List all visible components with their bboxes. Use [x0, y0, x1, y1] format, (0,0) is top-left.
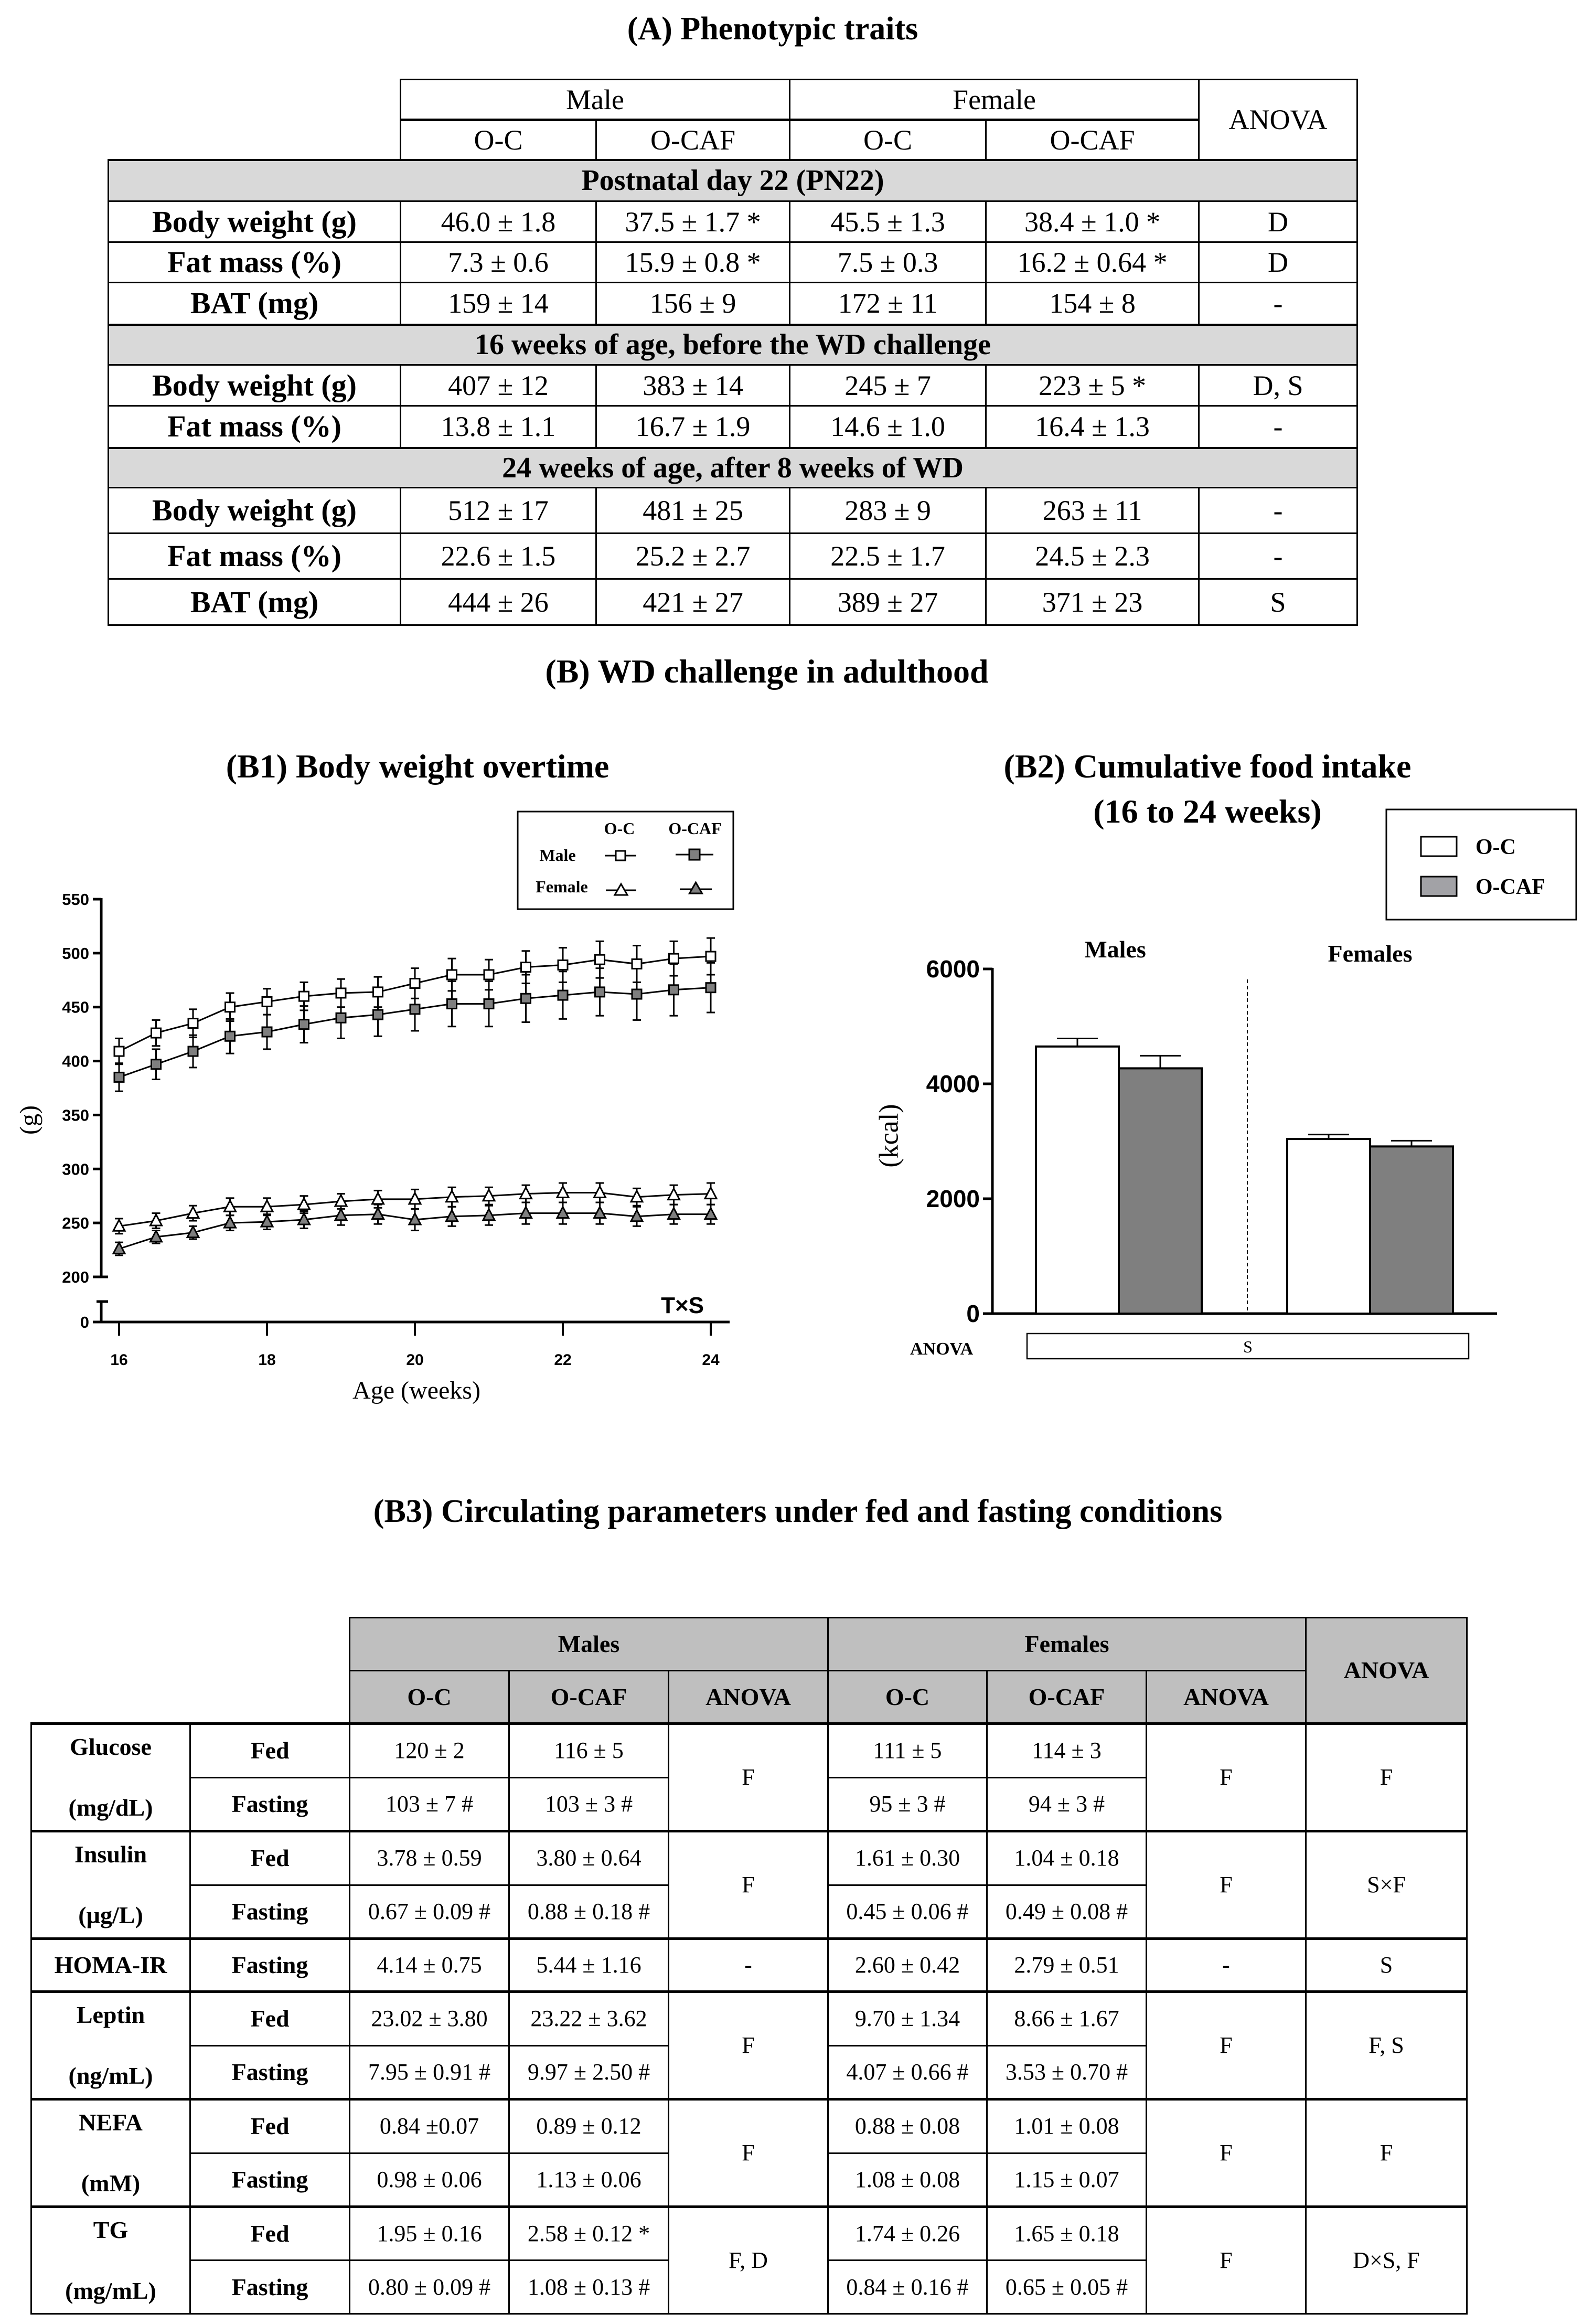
subheader-female-ocaf: O-CAF	[986, 120, 1199, 160]
square-marker-icon	[188, 1019, 198, 1028]
x-tick-label: 18	[258, 1351, 276, 1369]
square-marker-icon	[114, 1072, 124, 1082]
section-band	[109, 325, 1357, 365]
value-female-oc: 1.74 ± 0.26	[828, 2207, 987, 2261]
row-label: Body weight (g)	[109, 365, 401, 406]
section-title: 16 weeks of age, before the WD challenge	[109, 325, 1357, 365]
value-male-ocaf: 156 ± 9	[596, 283, 790, 325]
square-marker-icon	[632, 959, 642, 968]
condition-label: Fasting	[190, 2153, 350, 2207]
value-male-ocaf: 3.80 ± 0.64	[509, 1831, 669, 1885]
phenotypic-traits-table	[108, 79, 1358, 626]
bar	[1287, 1139, 1370, 1314]
anova-header: ANOVA	[1199, 80, 1357, 160]
value-male-oc: 0.98 ± 0.06	[350, 2153, 509, 2207]
param-name: Glucose	[70, 1733, 152, 1760]
table-row	[109, 365, 1357, 406]
value-female-ocaf: 1.65 ± 0.18	[987, 2207, 1147, 2261]
value-male-oc: 0.84 ±0.07	[350, 2099, 509, 2154]
value-male-oc: 120 ± 2	[350, 1724, 509, 1778]
triangle-marker-icon	[372, 1208, 384, 1219]
y-axis-title: (kcal)	[874, 1104, 904, 1168]
subheader-female-oc: O-C	[828, 1671, 987, 1724]
square-marker-icon	[226, 1031, 235, 1041]
panel-b-title: (B) WD challenge in adulthood	[545, 653, 989, 690]
table-row	[31, 2099, 1467, 2154]
value-male-oc: 0.67 ± 0.09 #	[350, 1885, 509, 1939]
overall-anova: F	[1306, 2099, 1467, 2207]
overall-anova: S×F	[1306, 1831, 1467, 1939]
x-tick-label: 16	[110, 1351, 128, 1369]
value-male-ocaf: 37.5 ± 1.7 *	[596, 201, 790, 242]
square-marker-icon	[114, 1047, 124, 1056]
square-marker-icon	[595, 987, 605, 997]
value-female-oc: 389 ± 27	[790, 579, 986, 625]
square-marker-icon	[558, 990, 568, 1000]
subheader-male-oc: O-C	[401, 120, 596, 160]
value-female-ocaf: 94 ± 3 #	[987, 1777, 1147, 1831]
value-female-oc: 0.88 ± 0.08	[828, 2099, 987, 2154]
female-anova: F	[1147, 1724, 1306, 1831]
value-female-oc: 1.61 ± 0.30	[828, 1831, 987, 1885]
value-male-ocaf: 2.58 ± 0.12 *	[509, 2207, 669, 2261]
square-marker-icon	[152, 1060, 161, 1069]
legend-col-oc: O-C	[604, 819, 635, 838]
value-male-ocaf: 1.13 ± 0.06	[509, 2153, 669, 2207]
group-header-females: Females	[828, 1618, 1306, 1671]
male-anova: F	[669, 1724, 828, 1831]
bar-series-o-c	[1036, 1038, 1370, 1314]
value-male-oc: 46.0 ± 1.8	[401, 201, 596, 242]
square-marker-icon	[336, 988, 346, 998]
condition-label: Fed	[190, 2207, 350, 2261]
row-label: Fat mass (%)	[109, 406, 401, 448]
value-female-ocaf: 114 ± 3	[987, 1724, 1147, 1778]
param-name: Leptin	[76, 2001, 145, 2028]
value-male-ocaf: 23.22 ± 3.62	[509, 1992, 669, 2046]
legend-swatch	[1421, 877, 1457, 896]
y-tick-label: 450	[62, 998, 89, 1017]
square-marker-icon	[689, 849, 700, 860]
value-male-oc: 3.78 ± 0.59	[350, 1831, 509, 1885]
value-female-ocaf: 263 ± 11	[986, 488, 1199, 534]
param-name: TG	[93, 2216, 129, 2243]
value-male-oc: 407 ± 12	[401, 365, 596, 406]
square-marker-icon	[336, 1013, 346, 1022]
square-marker-icon	[410, 978, 420, 988]
row-label: Body weight (g)	[109, 201, 401, 242]
group-header-female: Female	[790, 80, 1199, 120]
value-female-oc: 7.5 ± 0.3	[790, 242, 986, 283]
bar-series-o-caf	[1119, 1056, 1453, 1314]
condition-label: Fasting	[190, 2045, 350, 2099]
value-male-oc: 22.6 ± 1.5	[401, 534, 596, 579]
row-label: Body weight (g)	[109, 488, 401, 534]
value-male-ocaf: 383 ± 14	[596, 365, 790, 406]
table-row	[109, 406, 1357, 448]
chart-b2-title-line-2: (16 to 24 weeks)	[1093, 793, 1322, 830]
value-male-oc: 4.14 ± 0.75	[350, 1939, 509, 1992]
value-male-ocaf: 0.89 ± 0.12	[509, 2099, 669, 2154]
square-marker-icon	[706, 983, 715, 993]
square-marker-icon	[300, 1020, 309, 1029]
anova-value: -	[1199, 406, 1357, 448]
male-anova: -	[669, 1939, 828, 1992]
overall-anova: D×S, F	[1306, 2207, 1467, 2314]
value-female-oc: 22.5 ± 1.7	[790, 534, 986, 579]
y-tick-label: 250	[62, 1214, 89, 1233]
value-female-oc: 2.60 ± 0.42	[828, 1939, 987, 1992]
subheader-female-anova: ANOVA	[1147, 1671, 1306, 1724]
value-male-oc: 103 ± 7 #	[350, 1777, 509, 1831]
bar	[1036, 1047, 1119, 1314]
anova-value: D	[1199, 201, 1357, 242]
row-label: Fat mass (%)	[109, 242, 401, 283]
square-marker-icon	[616, 851, 625, 860]
value-female-oc: 0.84 ± 0.16 #	[828, 2261, 987, 2314]
panel-a-title: (A) Phenotypic traits	[627, 11, 918, 47]
value-male-oc: 13.8 ± 1.1	[401, 406, 596, 448]
square-marker-icon	[373, 987, 383, 997]
condition-label: Fed	[190, 1992, 350, 2046]
value-female-oc: 45.5 ± 1.3	[790, 201, 986, 242]
b1-axes	[15, 890, 730, 1404]
section-title: Postnatal day 22 (PN22)	[109, 160, 1357, 201]
value-female-ocaf: 38.4 ± 1.0 *	[986, 201, 1199, 242]
section-title: 24 weeks of age, after 8 weeks of WD	[109, 448, 1357, 488]
square-marker-icon	[152, 1028, 161, 1038]
square-marker-icon	[447, 970, 457, 979]
square-marker-icon	[595, 955, 605, 964]
x-tick-label: 20	[406, 1351, 424, 1369]
param-leptin	[31, 1992, 190, 2099]
table-row	[109, 242, 1357, 283]
male-anova: F	[669, 2099, 828, 2207]
anova-value: -	[1199, 283, 1357, 325]
param-name: NEFA	[79, 2109, 143, 2136]
value-female-oc: 245 ± 7	[790, 365, 986, 406]
value-female-oc: 1.08 ± 0.08	[828, 2153, 987, 2207]
x-tick-label: 22	[554, 1351, 572, 1369]
legend-label: O-CAF	[1476, 875, 1545, 899]
panel-b3-title: (B3) Circulating parameters under fed and fasting conditions	[373, 1494, 1223, 1529]
table-row	[31, 2207, 1467, 2261]
table-row	[31, 1831, 1467, 1885]
female-anova: F	[1147, 2207, 1306, 2314]
value-female-ocaf: 24.5 ± 2.3	[986, 534, 1199, 579]
anova-value: D	[1199, 242, 1357, 283]
value-male-ocaf: 421 ± 27	[596, 579, 790, 625]
x-tick-label: 24	[702, 1351, 720, 1369]
value-female-ocaf: 1.15 ± 0.07	[987, 2153, 1147, 2207]
value-female-oc: 4.07 ± 0.66 #	[828, 2045, 987, 2099]
overall-anova: F, S	[1306, 1992, 1467, 2099]
value-male-ocaf: 15.9 ± 0.8 *	[596, 242, 790, 283]
anova-value: S	[1199, 579, 1357, 625]
param-nefa	[31, 2099, 190, 2207]
chart-b1-title: (B1) Body weight overtime	[226, 748, 610, 785]
category-label-males: Males	[1084, 936, 1146, 963]
value-female-ocaf: 154 ± 8	[986, 283, 1199, 325]
value-female-oc: 111 ± 5	[828, 1724, 987, 1778]
condition-label: Fasting	[190, 1777, 350, 1831]
param-homa-ir: HOMA-IR	[31, 1939, 190, 1992]
anova-label: ANOVA	[910, 1339, 974, 1359]
table-row	[31, 1724, 1467, 1778]
legend-col-ocaf: O-CAF	[668, 819, 722, 838]
subheader-male-ocaf: O-CAF	[596, 120, 790, 160]
subheader-female-oc: O-C	[790, 120, 986, 160]
subheader-female-ocaf: O-CAF	[987, 1671, 1147, 1724]
value-female-ocaf: 3.53 ± 0.70 #	[987, 2045, 1147, 2099]
param-unit: (mg/mL)	[65, 2277, 156, 2304]
value-female-ocaf: 0.49 ± 0.08 #	[987, 1885, 1147, 1939]
value-male-oc: 0.80 ± 0.09 #	[350, 2261, 509, 2314]
value-female-ocaf: 1.01 ± 0.08	[987, 2099, 1147, 2154]
subheader-male-ocaf: O-CAF	[509, 1671, 669, 1724]
b1-legend	[518, 812, 733, 909]
male-anova: F	[669, 1831, 828, 1939]
table-header-row	[109, 80, 1357, 120]
corner-cell	[109, 80, 401, 160]
param-insulin	[31, 1831, 190, 1939]
legend-label: O-C	[1476, 835, 1516, 859]
condition-label: Fed	[190, 2099, 350, 2154]
square-marker-icon	[669, 985, 679, 995]
value-female-oc: 9.70 ± 1.34	[828, 1992, 987, 2046]
value-male-ocaf: 5.44 ± 1.16	[509, 1939, 669, 1992]
subheader-male-oc: O-C	[350, 1671, 509, 1724]
param-glucose	[31, 1724, 190, 1831]
male-anova: F	[669, 1992, 828, 2099]
param-unit: (mg/dL)	[68, 1794, 153, 1821]
row-label: Fat mass (%)	[109, 534, 401, 579]
value-female-oc: 14.6 ± 1.0	[790, 406, 986, 448]
row-label: BAT (mg)	[109, 283, 401, 325]
square-marker-icon	[521, 963, 531, 972]
legend-row-female: Female	[536, 877, 588, 896]
anova-value: -	[1199, 534, 1357, 579]
subheader-male-anova: ANOVA	[669, 1671, 828, 1724]
anova-value: D, S	[1199, 365, 1357, 406]
y-tick-label: 300	[62, 1160, 89, 1179]
legend-box	[1386, 809, 1576, 920]
corner-cell	[31, 1618, 350, 1724]
female-anova: F	[1147, 1831, 1306, 1939]
legend-swatch	[1421, 837, 1457, 856]
anova-header: ANOVA	[1306, 1618, 1467, 1724]
value-male-ocaf: 116 ± 5	[509, 1724, 669, 1778]
y-tick-label: 350	[62, 1106, 89, 1125]
anova-value: S	[1243, 1337, 1253, 1356]
value-female-ocaf: 1.04 ± 0.18	[987, 1831, 1147, 1885]
square-marker-icon	[669, 954, 679, 963]
param-unit: (ng/mL)	[68, 2062, 153, 2089]
condition-label: Fed	[190, 1831, 350, 1885]
condition-label: Fasting	[190, 1885, 350, 1939]
table-row	[109, 488, 1357, 534]
param-tg	[31, 2207, 190, 2314]
group-header-males: Males	[350, 1618, 828, 1671]
square-marker-icon	[484, 970, 494, 979]
square-marker-icon	[632, 989, 642, 999]
square-marker-icon	[410, 1005, 420, 1014]
y-tick-label: 400	[62, 1052, 89, 1071]
y-tick-label: 550	[62, 890, 89, 909]
series-female-o-caf	[113, 1202, 717, 1255]
value-female-oc: 0.45 ± 0.06 #	[828, 1885, 987, 1939]
section-band	[109, 160, 1357, 201]
value-female-ocaf: 0.65 ± 0.05 #	[987, 2261, 1147, 2314]
circulating-parameters-table	[30, 1617, 1468, 2315]
bar	[1119, 1068, 1202, 1314]
square-marker-icon	[373, 1010, 383, 1019]
section-band	[109, 448, 1357, 488]
value-female-oc: 95 ± 3 #	[828, 1777, 987, 1831]
value-male-oc: 444 ± 26	[401, 579, 596, 625]
y-tick-label: 2000	[926, 1185, 980, 1212]
food-intake-bar-chart	[860, 797, 1593, 1374]
value-male-ocaf: 1.08 ± 0.13 #	[509, 2261, 669, 2314]
value-female-ocaf: 223 ± 5 *	[986, 365, 1199, 406]
male-anova: F, D	[669, 2207, 828, 2314]
value-male-oc: 512 ± 17	[401, 488, 596, 534]
square-marker-icon	[447, 999, 457, 1009]
square-marker-icon	[226, 1003, 235, 1012]
square-marker-icon	[521, 994, 531, 1003]
table-row	[31, 1992, 1467, 2046]
value-male-ocaf: 481 ± 25	[596, 488, 790, 534]
category-label-females: Females	[1328, 940, 1413, 967]
square-marker-icon	[484, 999, 494, 1009]
value-female-oc: 283 ± 9	[790, 488, 986, 534]
legend-row-male: Male	[539, 846, 576, 865]
chart-b2-title-line-1: (B2) Cumulative food intake	[1003, 748, 1412, 785]
value-female-ocaf: 2.79 ± 0.51	[987, 1939, 1147, 1992]
value-male-oc: 7.3 ± 0.6	[401, 242, 596, 283]
value-male-ocaf: 16.7 ± 1.9	[596, 406, 790, 448]
square-marker-icon	[300, 992, 309, 1001]
value-male-oc: 159 ± 14	[401, 283, 596, 325]
table-header-row	[31, 1618, 1467, 1671]
value-female-oc: 172 ± 11	[790, 283, 986, 325]
triangle-marker-icon	[705, 1188, 717, 1199]
value-male-oc: 7.95 ± 0.91 #	[350, 2045, 509, 2099]
square-marker-icon	[262, 997, 272, 1006]
table-row	[109, 201, 1357, 242]
y-tick-label: 500	[62, 944, 89, 963]
table-row	[31, 1939, 1467, 1992]
param-unit: (µg/L)	[78, 1902, 143, 1928]
y-tick-label: 4000	[926, 1070, 980, 1097]
b2-legend	[1386, 809, 1576, 920]
overall-anova: S	[1306, 1939, 1467, 1992]
x-axis-title: Age (weeks)	[352, 1377, 480, 1404]
y-tick-label: 0	[80, 1313, 89, 1331]
anova-value: -	[1199, 488, 1357, 534]
y-tick-label: 200	[62, 1267, 89, 1286]
row-label: BAT (mg)	[109, 579, 401, 625]
value-male-ocaf: 25.2 ± 2.7	[596, 534, 790, 579]
y-tick-label: 6000	[926, 955, 980, 983]
value-female-ocaf: 16.4 ± 1.3	[986, 406, 1199, 448]
param-unit: (mM)	[81, 2170, 141, 2197]
condition-label: Fasting	[190, 2261, 350, 2314]
condition-label: Fed	[190, 1724, 350, 1778]
table-row	[109, 579, 1357, 625]
condition-label: Fasting	[190, 1939, 350, 1992]
square-marker-icon	[188, 1047, 198, 1056]
group-header-male: Male	[401, 80, 790, 120]
value-male-oc: 23.02 ± 3.80	[350, 1992, 509, 2046]
overall-anova: F	[1306, 1724, 1467, 1831]
table-row	[109, 283, 1357, 325]
square-marker-icon	[262, 1027, 272, 1037]
value-female-ocaf: 16.2 ± 0.64 *	[986, 242, 1199, 283]
value-male-ocaf: 9.97 ± 2.50 #	[509, 2045, 669, 2099]
value-female-ocaf: 8.66 ± 1.67	[987, 1992, 1147, 2046]
y-tick-label: 0	[966, 1300, 980, 1327]
value-female-ocaf: 371 ± 23	[986, 579, 1199, 625]
y-axis-title: (g)	[15, 1105, 43, 1135]
female-anova: F	[1147, 2099, 1306, 2207]
body-weight-line-chart	[0, 787, 766, 1427]
square-marker-icon	[558, 960, 568, 969]
param-name: Insulin	[74, 1841, 147, 1868]
square-marker-icon	[706, 952, 715, 961]
value-male-ocaf: 103 ± 3 #	[509, 1777, 669, 1831]
female-anova: -	[1147, 1939, 1306, 1992]
value-male-ocaf: 0.88 ± 0.18 #	[509, 1885, 669, 1939]
value-male-oc: 1.95 ± 0.16	[350, 2207, 509, 2261]
bar	[1370, 1146, 1453, 1314]
female-anova: F	[1147, 1992, 1306, 2099]
anova-annotation: T×S	[661, 1293, 704, 1318]
table-row	[109, 534, 1357, 579]
